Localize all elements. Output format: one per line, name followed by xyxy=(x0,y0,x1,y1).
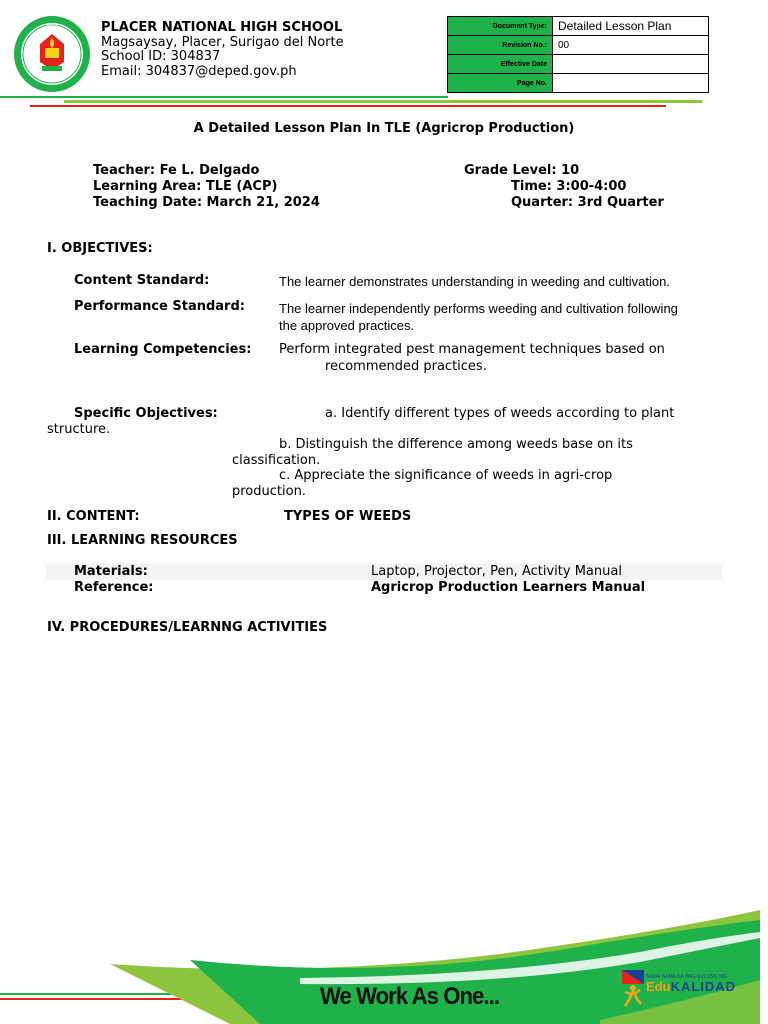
content-value: TYPES OF WEEDS xyxy=(284,509,412,524)
page-no-label: Page No. xyxy=(448,74,553,93)
teaching-date: Teaching Date: March 21, 2024 xyxy=(93,195,320,210)
school-id: School ID: 304837 xyxy=(101,49,221,64)
performance-standard-text-1: The learner independently performs weeding and cultivation following xyxy=(279,301,678,316)
page-title: A Detailed Lesson Plan In TLE (Agricrop Production) xyxy=(193,121,575,136)
revision-value: 00 xyxy=(553,36,709,55)
specific-objective-a-line2: structure. xyxy=(47,422,111,437)
page-no-value xyxy=(553,74,709,93)
reference-value: Agricrop Production Learners Manual xyxy=(371,580,646,595)
specific-objective-a-line1: a. Identify different types of weeds according to plant xyxy=(325,406,675,421)
teacher-info xyxy=(93,163,320,211)
school-header xyxy=(101,21,344,79)
header-divider-lightgreen xyxy=(64,100,702,103)
performance-standard-label: Performance Standard: xyxy=(74,299,245,314)
effective-date-value xyxy=(553,55,709,74)
quarter: Quarter: 3rd Quarter xyxy=(511,195,664,210)
specific-objective-b-line1: b. Distinguish the difference among weeds base on its xyxy=(279,437,633,452)
learning-competencies-label: Learning Competencies: xyxy=(74,342,252,357)
teacher-name: Teacher: Fe L. Delgado xyxy=(93,163,260,178)
resources-heading: III. LEARNING RESOURCES xyxy=(47,533,238,548)
school-seal-logo xyxy=(12,14,92,94)
header-divider-green xyxy=(0,96,448,98)
content-heading: II. CONTENT: xyxy=(47,509,140,524)
time: Time: 3:00-4:00 xyxy=(511,179,627,194)
learning-competencies-text-2: recommended practices. xyxy=(325,359,487,374)
doc-type-value: Detailed Lesson Plan xyxy=(553,17,709,36)
table-row xyxy=(448,36,709,55)
school-address: Magsaysay, Placer, Surigao del Norte xyxy=(101,34,344,50)
svg-text:PNHS: PNHS xyxy=(45,24,59,30)
brand-kalidad: KALIDAD xyxy=(670,979,737,994)
objectives-heading: I. OBJECTIVES: xyxy=(47,241,153,256)
procedures-heading: IV. PROCEDURES/LEARNNG ACTIVITIES xyxy=(47,620,328,635)
specific-objective-c-line1: c. Appreciate the significance of weeds in agri-crop xyxy=(279,468,613,483)
grade-level: Grade Level: 10 xyxy=(464,163,580,178)
table-row xyxy=(448,55,709,74)
specific-objective-b-line2: classification. xyxy=(232,453,321,468)
revision-label: Revision No.: xyxy=(448,36,553,55)
school-email: Email: 304837@deped.gov.ph xyxy=(101,63,297,79)
table-row xyxy=(448,74,709,93)
edukalidad-logo xyxy=(646,974,736,994)
specific-objectives-label: Specific Objectives: xyxy=(74,406,218,421)
content-standard-text: The learner demonstrates understanding in weeding and cultivation. xyxy=(279,274,670,289)
school-name: PLACER NATIONAL HIGH SCHOOL xyxy=(101,20,343,35)
content-standard-label: Content Standard: xyxy=(74,273,210,288)
runner-icon xyxy=(620,970,646,1008)
brand-edu: Edu xyxy=(646,979,671,994)
table-row xyxy=(448,17,709,36)
performance-standard-text-2: the approved practices. xyxy=(279,318,415,333)
materials-value: Laptop, Projector, Pen, Activity Manual xyxy=(371,564,622,579)
materials-label: Materials: xyxy=(74,564,148,579)
learning-competencies-text-1: Perform integrated pest management techniques based on xyxy=(279,342,665,357)
footer-slogan: We Work As One... xyxy=(320,983,500,1010)
specific-objective-c-line2: production. xyxy=(232,484,306,499)
header-divider-red xyxy=(30,105,666,107)
document-control-table xyxy=(447,16,709,93)
learning-area: Learning Area: TLE (ACP) xyxy=(93,179,278,194)
reference-label: Reference: xyxy=(74,580,154,595)
doc-type-label: Document Type: xyxy=(448,17,553,36)
brand-tagline: SAMA-SAMA SA PAG-SULONG NG xyxy=(646,974,727,980)
effective-date-label: Effective Date xyxy=(448,55,553,74)
